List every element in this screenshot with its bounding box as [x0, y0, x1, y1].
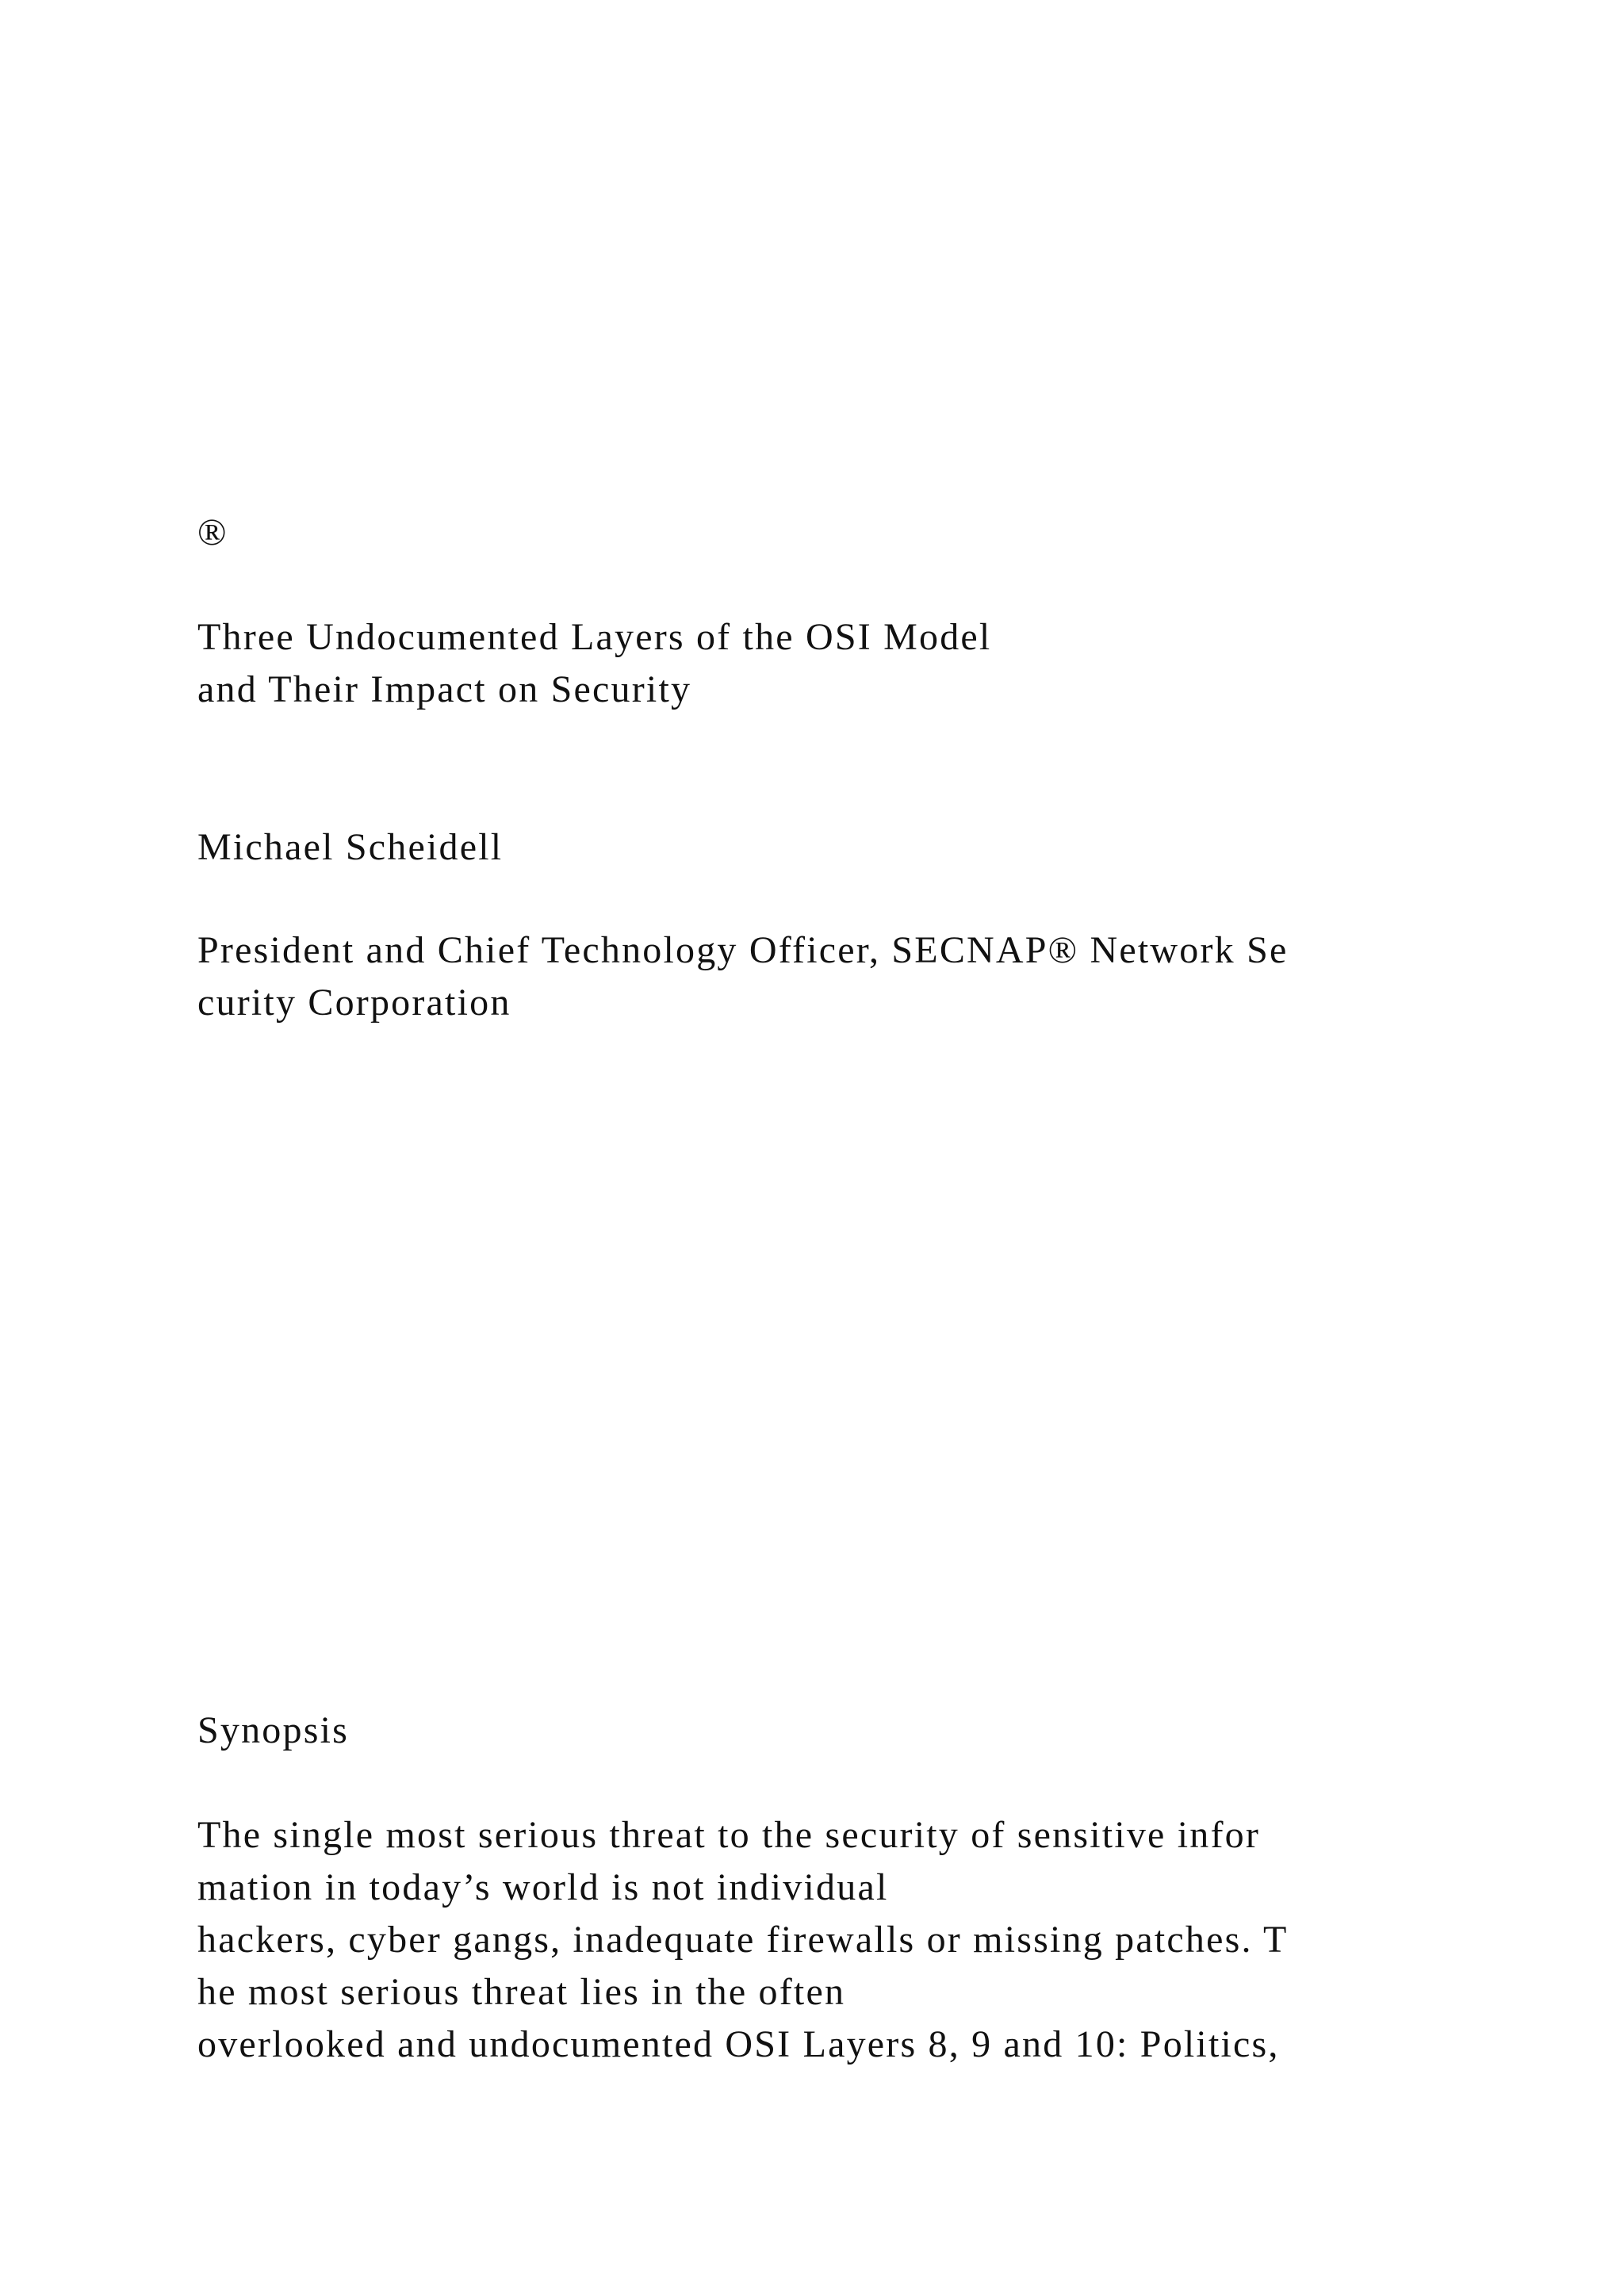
- author-name: Michael Scheidell: [197, 826, 504, 868]
- synopsis-line-1: The single most serious threat to the security of sensitive infor: [197, 1814, 1261, 1856]
- section-heading-synopsis: Synopsis: [197, 1709, 349, 1751]
- author-affiliation-line-1: President and Chief Technology Officer, SECNAP® Network Se: [197, 929, 1289, 971]
- author-affiliation-line-2: curity Corporation: [197, 982, 511, 1024]
- synopsis-line-4: he most serious threat lies in the often: [197, 1971, 846, 2013]
- title-line-1: Three Undocumented Layers of the OSI Model: [197, 616, 992, 658]
- synopsis-line-3: hackers, cyber gangs, inadequate firewalls or missing patches. T: [197, 1919, 1289, 1961]
- synopsis-line-2: mation in today’s world is not individual: [197, 1866, 889, 1908]
- title-line-2: and Their Impact on Security: [197, 668, 692, 710]
- synopsis-line-5: overlooked and undocumented OSI Layers 8, 9 and 10: Politics,: [197, 2023, 1280, 2065]
- registered-mark: ®: [197, 511, 228, 553]
